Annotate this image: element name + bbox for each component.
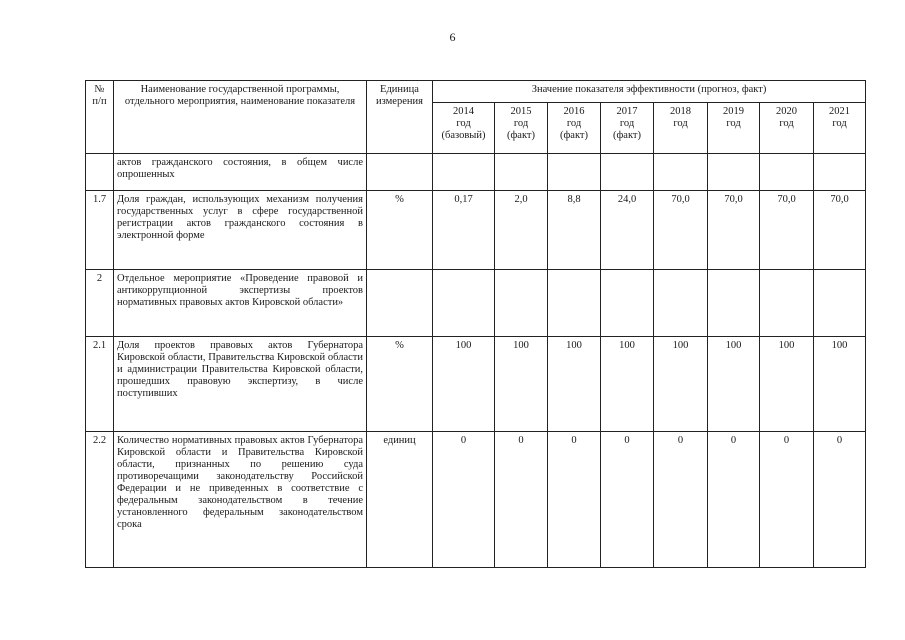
table-row: [86, 190, 866, 269]
row-value: [760, 269, 814, 336]
row-num: 1.7: [86, 190, 114, 269]
row-value: 70,0: [654, 190, 708, 269]
row-value: [601, 269, 654, 336]
row-value: 100: [601, 336, 654, 431]
row-value: 0: [654, 431, 708, 567]
row-value: [495, 154, 548, 191]
row-name: актов гражданского состояния, в общем числе опрошенных: [114, 154, 367, 191]
row-name: Доля граждан, использующих механизм получения государственных услуг в сфере государственной регистрации актов гражданского состояния в электронной форме: [114, 190, 367, 269]
row-value: [708, 269, 760, 336]
row-value: 2,0: [495, 190, 548, 269]
row-value: 8,8: [548, 190, 601, 269]
row-num: 2.2: [86, 431, 114, 567]
row-value: [548, 269, 601, 336]
row-value: 100: [495, 336, 548, 431]
row-value: 70,0: [814, 190, 866, 269]
row-unit: [367, 269, 433, 336]
row-name: Отдельное мероприятие «Проведение правовой и антикоррупционной экспертизы проектов нормативных правовых актов Кировской области»: [114, 269, 367, 336]
header-values: Значение показателя эффективности (прогноз, факт): [433, 81, 866, 103]
header-year: 2016 год (факт): [548, 103, 601, 154]
row-value: 100: [654, 336, 708, 431]
row-value: 70,0: [760, 190, 814, 269]
row-value: [654, 154, 708, 191]
header-year: 2020 год: [760, 103, 814, 154]
header-year: 2015 год (факт): [495, 103, 548, 154]
header-name: Наименование государственной программы, отдельного мероприятия, наименование показателя: [114, 81, 367, 154]
row-value: [814, 269, 866, 336]
row-value: 100: [814, 336, 866, 431]
row-value: 0,17: [433, 190, 495, 269]
header-num: № п/п: [86, 81, 114, 154]
row-value: [814, 154, 866, 191]
row-value: 0: [601, 431, 654, 567]
row-unit: [367, 154, 433, 191]
row-value: 0: [708, 431, 760, 567]
row-value: 100: [548, 336, 601, 431]
row-value: [654, 269, 708, 336]
table-row: [86, 154, 866, 191]
row-value: 0: [433, 431, 495, 567]
indicators-table: [85, 80, 866, 568]
row-num: [86, 154, 114, 191]
header-year: 2019 год: [708, 103, 760, 154]
row-value: 70,0: [708, 190, 760, 269]
header-unit: Единица измерения: [367, 81, 433, 154]
row-value: 0: [495, 431, 548, 567]
row-num: 2: [86, 269, 114, 336]
row-num: 2.1: [86, 336, 114, 431]
row-value: [495, 269, 548, 336]
row-value: 100: [760, 336, 814, 431]
row-unit: единиц: [367, 431, 433, 567]
header-year: 2018 год: [654, 103, 708, 154]
row-unit: %: [367, 336, 433, 431]
table-row: [86, 269, 866, 336]
row-value: [601, 154, 654, 191]
row-value: 0: [548, 431, 601, 567]
row-value: [760, 154, 814, 191]
header-row: [86, 81, 866, 103]
row-value: [548, 154, 601, 191]
row-name: Количество нормативных правовых актов Губернатора Кировской области и Правительства Кировской области, признанных по решению суда противоречащими законодательству Российской Федерации и не приведенных в соответствие с федеральным законодательством в течение установленного федеральным законодательством срока: [114, 431, 367, 567]
table-row: [86, 431, 866, 567]
row-value: [433, 154, 495, 191]
row-value: 0: [814, 431, 866, 567]
row-value: 24,0: [601, 190, 654, 269]
row-value: 0: [760, 431, 814, 567]
row-value: 100: [433, 336, 495, 431]
row-name: Доля проектов правовых актов Губернатора Кировской области, Правительства Кировской области и администрации Правительства Кировской области, прошедших правовую экспертизу, в числе поступивших: [114, 336, 367, 431]
table-row: [86, 336, 866, 431]
row-value: [433, 269, 495, 336]
row-value: [708, 154, 760, 191]
header-year: 2017 год (факт): [601, 103, 654, 154]
page-number: 6: [449, 30, 456, 44]
row-value: 100: [708, 336, 760, 431]
row-unit: %: [367, 190, 433, 269]
header-year: 2021 год: [814, 103, 866, 154]
header-year: 2014 год (базовый): [433, 103, 495, 154]
